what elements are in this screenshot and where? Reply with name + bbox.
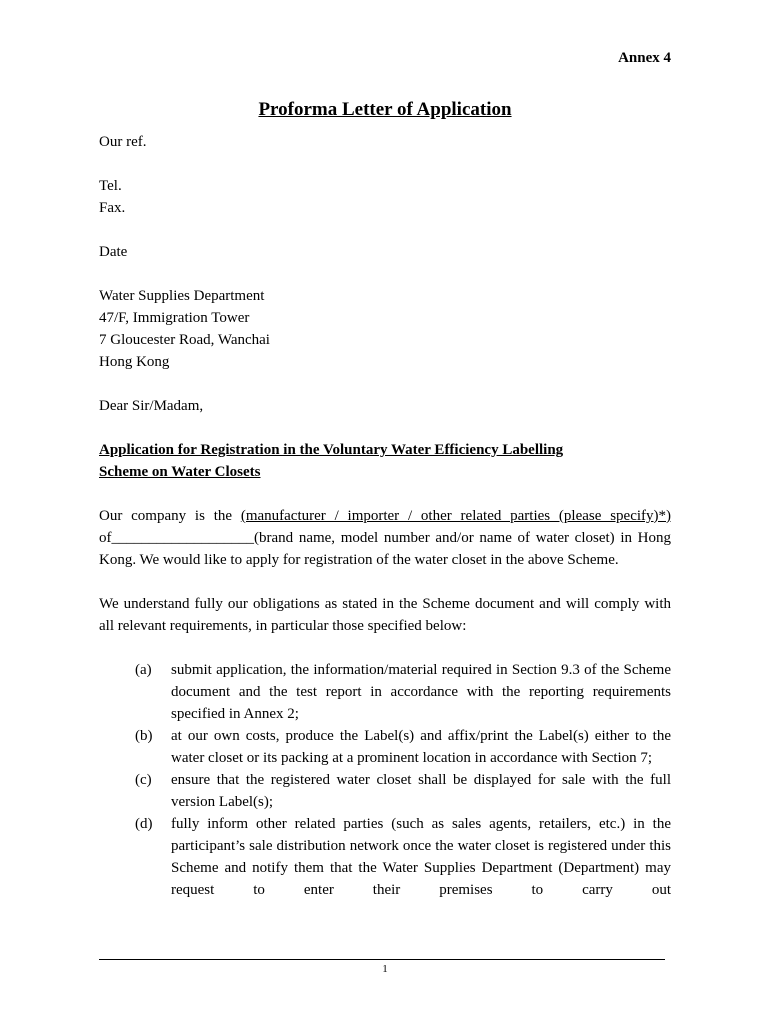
- date-line: Date: [99, 244, 128, 260]
- recipient-line: 47/F, Immigration Tower: [99, 310, 250, 326]
- list-item: [99, 725, 671, 769]
- subject-line: Scheme on Water Closets: [99, 464, 261, 480]
- list-item-text: fully inform other related parties (such as sales agents, retailers, etc.) in the participant’s sale distribution network once the water closet is registered under this Scheme and notify them that the Water Supplies Department (Department) may request to enter their premises to carry out: [171, 816, 671, 898]
- annex-label: Annex 4: [618, 50, 671, 66]
- list-item-label: (a): [135, 662, 152, 678]
- list-item-text: at our own costs, produce the Label(s) and affix/print the Label(s) either to the water closet or its packing at a prominent location in accordance with Section 7;: [171, 728, 671, 766]
- paragraph-lead: Our company is the: [99, 508, 241, 524]
- salutation: Dear Sir/Madam,: [99, 398, 204, 414]
- document-title: Proforma Letter of Application: [258, 99, 512, 120]
- our-ref-line: Our ref.: [99, 134, 147, 150]
- list-item-text: ensure that the registered water closet shall be displayed for sale with the full version Label(s);: [171, 772, 671, 810]
- obligations-list: [99, 659, 671, 901]
- list-item: [99, 813, 671, 901]
- recipient-line: 7 Gloucester Road, Wanchai: [99, 332, 270, 348]
- footer-divider: [99, 959, 665, 960]
- list-item: [99, 659, 671, 725]
- recipient-address: [99, 285, 671, 373]
- recipient-line: Water Supplies Department: [99, 288, 265, 304]
- list-item: [99, 769, 671, 813]
- fax-line: Fax.: [99, 200, 126, 216]
- subject-heading: [99, 439, 671, 483]
- recipient-line: Hong Kong: [99, 354, 170, 370]
- list-item-label: (b): [135, 728, 153, 744]
- paragraph-obligations-intro: We understand fully our obligations as stated in the Scheme document and will comply with all relevant requirements, in particular those specified below:: [99, 596, 671, 634]
- list-item-label: (c): [135, 772, 152, 788]
- page-number: 1: [382, 963, 388, 975]
- list-item-text: submit application, the information/material required in Section 9.3 of the Scheme document and the test report in accordance with the reporting requirements specified in Annex 2;: [171, 662, 671, 722]
- subject-line: Application for Registration in the Voluntary Water Efficiency Labelling: [99, 442, 564, 458]
- tel-line: Tel.: [99, 178, 122, 194]
- list-item-label: (d): [135, 816, 153, 832]
- party-type-field: (manufacturer / importer / other related parties (please specify)*): [240, 508, 671, 524]
- paragraph-rest: of___________________(brand name, model number and/or name of water closet) in Hong Kong. We would like to apply for registration of the water closet in the above Scheme.: [99, 530, 671, 568]
- letter-body: [99, 131, 671, 901]
- paragraph-company-statement: [99, 505, 671, 571]
